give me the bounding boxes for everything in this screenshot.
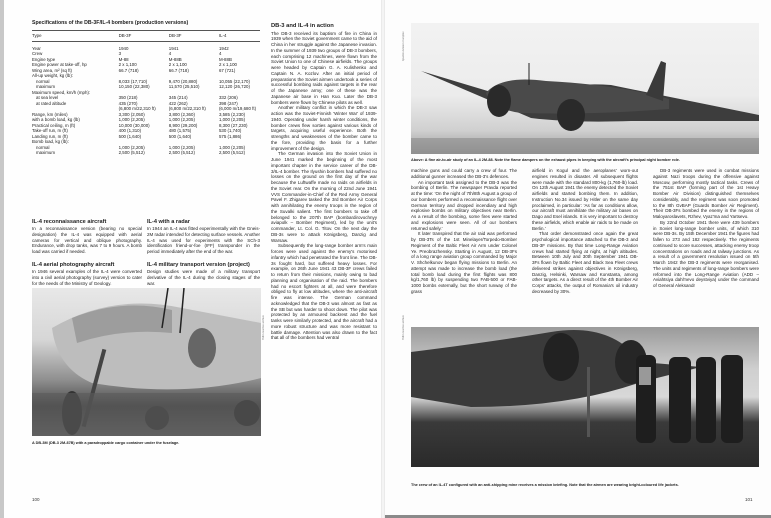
paragraph: An important task assigned to the DB-3 was the bombing of Berlin. The newspaper Pravda reported at the time: 'On the night of 7th/8th August a group of our bombers performed a reconnaissance flight over German territory and dropped incendiary and high explosive bombs on military objectives near Berlin. As a result of the bombing, some fires were started and explosions were seen. All of our bombers returned safely.': [411, 179, 517, 231]
photo-air-to-air-il4: [411, 23, 759, 154]
cell-value: 12,120 (26,720): [218, 84, 250, 89]
section-title: IL-4 military transport version (project): [147, 262, 250, 268]
cell-value: 332 (206): [218, 95, 238, 100]
cell-value: 2 x 1,100: [218, 62, 238, 67]
cell-value: 400 (1,310): [118, 128, 142, 133]
cell-value: 9,470 (20,880): [168, 78, 198, 84]
article-column-action: [271, 23, 377, 341]
photo-caption: A DB-3M (DB-3 2M-87B) with a paradroppable cargo container under the fuselage.: [32, 441, 180, 445]
cell-value: 1942: [218, 45, 229, 51]
cell-value: 8,900 (29,200): [168, 122, 198, 128]
cell-value: 1,000 (2,205): [168, 117, 195, 122]
section-aerial-photography: [32, 262, 142, 286]
cell-value: 1940: [118, 45, 129, 51]
column-header: Type: [32, 31, 119, 42]
paragraph: machine guns and could carry a crew of four. The additional gunner increased the DB-3's defences.: [411, 168, 517, 179]
photo-caption: The crew of an IL-4T configured with an anti-shipping mine receives a mission briefing. Note that the airmen are wearing bright-coloured life jackets.: [411, 483, 679, 487]
cell-value: 3,300 (2,050): [118, 111, 145, 117]
table-row: [32, 150, 260, 156]
cell-value: M-88: [118, 56, 129, 62]
cell-value: 2,500 (5,512): [218, 150, 246, 155]
section-body: In a reconnaissance version (bearing no special designation) the IL-4 was equipped with aerial cameras for vertical and oblique photography. Endurance, with drop tanks, was 7 to 9 hours. A bomb load was carried if needed.: [32, 226, 142, 255]
row-label: normal: [36, 78, 50, 84]
cell-value: 575 (1,886): [218, 133, 242, 139]
row-label: normal: [36, 144, 50, 150]
cell-value: 480 (1,575): [168, 128, 192, 133]
row-label: Range, km (miles): [32, 111, 68, 117]
row-label: Landing run, m (ft): [32, 133, 68, 139]
cell-value: 350 (218): [118, 95, 138, 100]
cell-value: 3,800 (2,360): [168, 111, 195, 117]
cell-value: (6,800 m/22,310 ft): [118, 106, 156, 111]
cell-value: 4: [168, 51, 172, 56]
row-label: Practical ceiling, m (ft): [32, 122, 76, 128]
section-title: IL-4 reconnaissance aircraft: [32, 219, 107, 225]
cell-value: 8,300 (27,230): [218, 122, 248, 128]
specifications-table: [32, 30, 260, 156]
specifications-title: Specifications of the DB-3F/IL-4 bombers (production versions): [32, 20, 189, 26]
cell-value: 10,150 (22,380): [118, 84, 150, 89]
article-column-1: [411, 168, 517, 295]
row-label: All-up weight, kg (lb):: [32, 73, 73, 78]
article-column-2: [532, 168, 638, 295]
cell-value: M-88B: [218, 56, 232, 62]
section-body: Design studies were made of a military transport derivative of the IL-4 during the closing stages of the war.: [147, 269, 260, 286]
section-transport: [147, 262, 260, 286]
paragraph: The German invasion into the Soviet Union in June 1941 marked the beginning of the most important chapter in the service career of the DB-3/IL-4 bomber. The Ilyushin bombers had suffered no losses on the ground on the first day of the war because the Luftwaffe made no raids on airfields in the Soviet rear. On the morning of 22nd June 1941 VVS Commander-in-Chief of the Red Army General Pavel F. Zhigarev tasked the 3rd Bomber Air Corps with annihilating the enemy troops in the region of the Suvalki salient. The first bombers to take off belonged to the 207th BAP (bombardirovochnyy aviapolk – Bomber Regiment), led by the unit's commander, Lt. Col. G. Titov. On the next day the DB-3s were to attack Königsberg, Danzig and Warsaw.: [271, 151, 377, 243]
row-label: Bomb load, kg (lb):: [32, 139, 69, 144]
photo-crew-briefing: [411, 327, 759, 467]
cell-value: 1,000 (2,205): [218, 117, 246, 122]
row-label: Engine type: [32, 56, 56, 62]
cell-value: 435 (270): [118, 100, 138, 106]
paragraph: It later transpired that the air raid was performed by DB-3Ts of the 1st Minelayer/Torpedo-Bomber Regiment of the Baltic Fleet Air Arm under Colonel Ye. Preobrazhensky. Starting in August, 12 DB-3Fs of a long range aviation group commanded by Major V. Shchelkunov began flying missions to Berlin. An attempt was made to increase the bomb load (the total bomb load during the first flights was 800 kg/1,760 lb) by suspending two FAB-500 or FAB-1000 bombs externally, but the short runway of the grass: [411, 231, 517, 294]
cell-value: M-88B: [168, 56, 182, 62]
crew-briefing-photo-icon: [411, 327, 759, 467]
cell-value: (6,800 m/22,310 ft): [168, 106, 206, 111]
paragraph: DB-3 regiments were used in combat missions against Nazi troops during the offensive against Moscow, performing mostly tactical tasks. Crews of the 751st BAP (forming part of the 1st Heavy Bomber Air Division) distinguished themselves considerably, and the regiment was soon promoted to the 8th GvBAP (Guards Bomber Air Regiment). Their DB-3Fs bombed the enemy in the regions of Maloyaroslavets, Rzhev, Vyaz'ma and Yartsevo.: [653, 168, 759, 219]
row-label: maximum: [36, 84, 56, 89]
paragraph: Subsequently the long-range bomber arm's main forces were used against the enemy's motorised infantry which had penetrated the front line. The DB-3s fought hard, but suffered heavy losses. For example, on 26th June 1941 43 DB-3F crews failed to return from their missions, mainly owing to bad planning and organisation of the raid. The bombers had no escort fighters at all, and were therefore obliged to fly at low altitudes, where the anti-aircraft fire was intense. The German command acknowledged that the DB-3 was almost as fast as the SB but was harder to shoot down. The pilot was protected by an armoured backrest and the fuel tanks were similarly protected, and the aircraft had a more robust structure and was more resistant to battle damage. Attention was also drawn to the fact that all of the bombers had ventral: [271, 243, 377, 341]
cell-value: 1,000 (2,205): [168, 144, 195, 150]
cell-value: 2 x 1,100: [168, 62, 187, 67]
cell-value: 500 (1,640): [168, 133, 192, 139]
table-header-row: [32, 31, 260, 42]
section-radar: [147, 219, 260, 255]
column-header: DB-3F: [169, 31, 219, 42]
cell-value: 1,000 (2,205): [118, 144, 145, 150]
article-column-3: [653, 168, 759, 289]
cell-value: 422 (262): [168, 100, 188, 106]
page-number-right: 101: [745, 497, 753, 502]
column-header: DB-3F: [119, 31, 169, 42]
section-title: IL-4 aerial photography aircraft: [32, 262, 115, 268]
row-label: maximum: [36, 150, 56, 155]
cell-value: 10,000 (30,000): [118, 122, 150, 128]
paragraph: By 22nd October 1941 there were 439 bombers in Soviet long-range bomber units, of which 310 were DB-3s. By 15th December 1941 the figures had fallen to 273 and 182 respectively. The regiments continued to score successes, attacking enemy troop concentrations on roads and at railway junctions. As a result of a government resolution issued on 5th March 1942 the DB-3 regiments were reorganised. The units and regiments of long-range bombers were reformed into the Long-Range Aviation (ADD – Aviahtsiya dahl'nevo deystviya) under the command of General Aleksandr: [653, 219, 759, 288]
photo-credit: Yefim Gordon archive: [402, 315, 405, 340]
cell-value: 2,500 (5,512): [118, 150, 145, 155]
row-label: Crew: [32, 51, 43, 56]
cell-value: 1941: [168, 45, 179, 51]
row-label: at sea level: [36, 95, 59, 100]
paragraph: The DB-3 received its baptism of fire in China in 1939 when the Soviet government came to the aid of China in her struggle against the Japanese invasion. In the summer of 1939 two groups of DB-3 bombers, each comprising 12 machines, were flown from the Soviet Union to one of Chinese airfields. The groups were headed by Captain G. A. Kulishenko and Captain N. A. Kozlov. After an initial period of preparations the Soviet airmen undertook a series of successful bombing raids against targets in the rear of the Japanese army; one of these was the Japanese air base in Han Kuo. Later the DB-3 bombers were flown by Chinese pilots as well.: [271, 30, 377, 105]
cell-value: 530 (1,740): [218, 128, 242, 133]
section-recon: [32, 219, 142, 255]
cell-value: 3,585 (2,230): [218, 111, 246, 117]
article-heading: DB-3 and IL-4 in action: [271, 23, 334, 29]
row-label: at rated altitude: [36, 100, 67, 106]
section-body: In 1946 several examples of the IL-4 were converted into a civil aerial photography (survey) version to cater for the needs of the Ministry of Geology.: [32, 269, 142, 286]
cell-value: 2 x 1,100: [118, 62, 137, 67]
photo-caption: Above: A fine air-to-air study of an IL-4 2M-88. Note the flame dampers on the exhaust pipes in keeping with the aircraft's principal night bomber role.: [411, 158, 680, 162]
cell-value: 345 (214): [168, 95, 188, 100]
aircraft-in-flight-photo-icon: [411, 23, 759, 154]
row-label: with a bomb load, kg (lb): [32, 117, 80, 122]
paragraph: airfield in Kogul and the aeroplanes' worn-out engines resulted in disaster. All subsequent flights were made with the standard 800-kg (1,760-lb) load. On 12th August 1941 the enemy detected the Soviet airfields and started bombing them. In addition, Instruction No.34 issued by Hitler on the same day proclaimed, in particular: 'As far as conditions allow, our aircraft must annihilate the military air bases on Dago and Esel islands. It is very important to destroy these airfields, which enable air raids to be made on Berlin.': [532, 168, 638, 231]
row-label: Take-off run, m (ft): [32, 128, 68, 133]
row-label: Maximum speed, km/h (mph):: [32, 89, 91, 95]
paragraph: That order demonstrated once again the great psychological importance attached to the DB-3 and DB-3F missions. By that time Long-Range Aviation crews had started flying at night, at high altitudes. Between 10th July and 30th September 1941 DB-3Fs flown by Baltic Fleet and Black Sea Fleet crews delivered strikes against objectives in Königsberg, Danzig, Helsinki, Warsaw and Konstanta, among other targets. As a direct result of the 4th Bomber Air Corps' attacks, the output of Romania's oil industry decreased by 30%.: [532, 231, 638, 294]
cell-value: 1,000 (2,205): [118, 117, 145, 122]
section-body: In 1944 an IL-4 was fitted experimentally with the Gneis-2M radar intended for detecting surface vessels. Another IL-4 was used for experiments with the SCh-3 identification friend-or-foe (IFF) transponder in the period immediately after the end of the war.: [147, 226, 260, 255]
cell-value: 2,500 (5,512): [168, 150, 195, 155]
cell-value: 500 (1,640): [118, 133, 142, 139]
specifications-table-block: [32, 20, 260, 156]
cell-value: 11,570 (25,510): [168, 84, 200, 89]
column-header: IL-4: [219, 31, 260, 42]
row-label: Year: [32, 45, 41, 51]
cell-value: 8,033 (17,710): [118, 78, 148, 84]
photo-cargo-container-aircraft: [32, 288, 261, 436]
photo-credit: Yefim Gordon archive: [262, 315, 265, 340]
cell-value: 1,000 (2,205): [218, 144, 246, 150]
cell-value: 66.7 (718): [168, 67, 189, 73]
cell-value: 67 (721): [218, 67, 236, 73]
cell-value: 10,055 (22,170): [218, 78, 250, 84]
table-row: [32, 41, 260, 51]
cell-value: 3: [118, 51, 122, 56]
page-number-left: 100: [32, 497, 40, 502]
left-page-edge: [0, 0, 4, 518]
row-label: Engine power at take-off, hp: [32, 62, 87, 67]
book-gutter: [381, 0, 385, 518]
photo-credit: Ilyushin Aviation Complex: [402, 31, 405, 61]
paragraph: Another military conflict in which the DB-3 saw action was the Soviet-Finnish 'Winter War' of 1939-1940. Operating under harsh winter conditions, the bomber crews flew sorties against various kinds of targets, acquiring useful experience. Both the strengths and weaknesses of the bomber came to the fore, providing the basis for a further improvement of the design.: [271, 105, 377, 151]
cell-value: 398 (247): [218, 100, 238, 106]
row-label: Wing area, m² (sq ft): [32, 67, 73, 73]
cell-value: (6,000 m/19,680 ft): [218, 106, 257, 111]
specifications-table-body: [32, 41, 260, 156]
aircraft-ground-photo-icon: [32, 288, 261, 436]
section-title: IL-4 with a radar: [147, 219, 190, 225]
cell-value: 66.7 (718): [118, 67, 139, 73]
cell-value: 4: [218, 51, 222, 56]
